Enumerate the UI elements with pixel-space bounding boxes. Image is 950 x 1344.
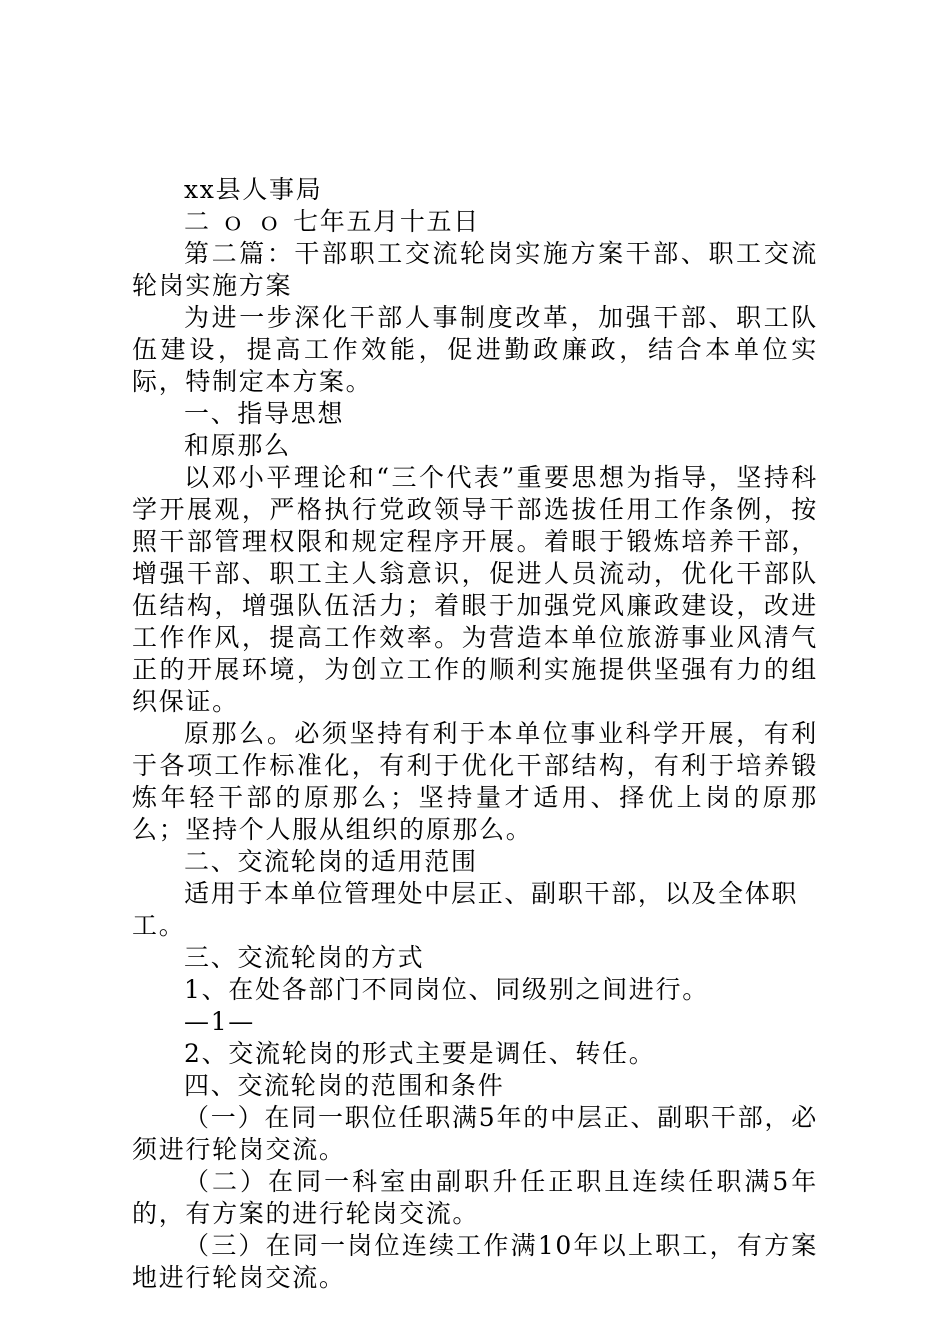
- scope-paragraph: 适用于本单位管理处中层正、副职干部，以及全体职工。: [132, 879, 799, 940]
- section-heading-4: 四、交流轮岗的范围和条件: [184, 1071, 505, 1100]
- method-item-1: 1、在处各部门不同岗位、同级别之间进行。: [184, 975, 709, 1004]
- section-heading-1: 一、指导思想: [184, 399, 345, 428]
- chapter-title: 第二篇：干部职工交流轮岗实施方案干部、职工交流轮岗实施方案: [132, 239, 818, 300]
- guiding-thought-paragraph: 以邓小平理论和“三个代表”重要思想为指导，坚持科学开展观，严格执行党政领导干部选拔任用工作条例，按照干部管理权限和规定程序开展。着眼于锻炼培养干部，增强干部、职工主人翁意识，促进人员流动，优化干部队伍结构，增强队伍活力；着眼于加强党风廉政建设，改进工作作风，提高工作效率。为营造本单位旅游事业风清气正的开展环境，为创立工作的顺利实施提供坚强有力的组织保证。: [132, 463, 818, 716]
- principles-paragraph: 原那么。必须坚持有利于本单位事业科学开展，有利于各项工作标准化，有利于优化干部结构，有利于培养锻炼年轻干部的原那么；坚持量才适用、择优上岗的原那么；坚持个人服从组织的原那么。: [132, 719, 818, 844]
- condition-item-1: （一）在同一职位任职满5年的中层正、副职干部，必须进行轮岗交流。: [132, 1103, 818, 1164]
- intro-paragraph: 为进一步深化干部人事制度改革，加强干部、职工队伍建设，提高工作效能，促进勤政廉政，结合本单位实际，特制定本方案。: [132, 303, 818, 396]
- issuer-line: xx县人事局: [184, 175, 323, 204]
- document-page: [132, 174, 818, 1294]
- date-line: 二 ｏ ｏ 七年五月十五日: [184, 207, 480, 236]
- page-number: —1—: [184, 1007, 256, 1036]
- section-heading-1-cont: 和原那么: [184, 431, 291, 460]
- condition-item-2: （二）在同一科室由副职升任正职且连续任职满5年的，有方案的进行轮岗交流。: [132, 1167, 818, 1228]
- method-item-2: 2、交流轮岗的形式主要是调任、转任。: [184, 1039, 656, 1068]
- section-heading-3: 三、交流轮岗的方式: [184, 943, 425, 972]
- condition-item-3: （三）在同一岗位连续工作满10年以上职工，有方案地进行轮岗交流。: [132, 1231, 818, 1292]
- section-heading-2: 二、交流轮岗的适用范围: [184, 847, 478, 876]
